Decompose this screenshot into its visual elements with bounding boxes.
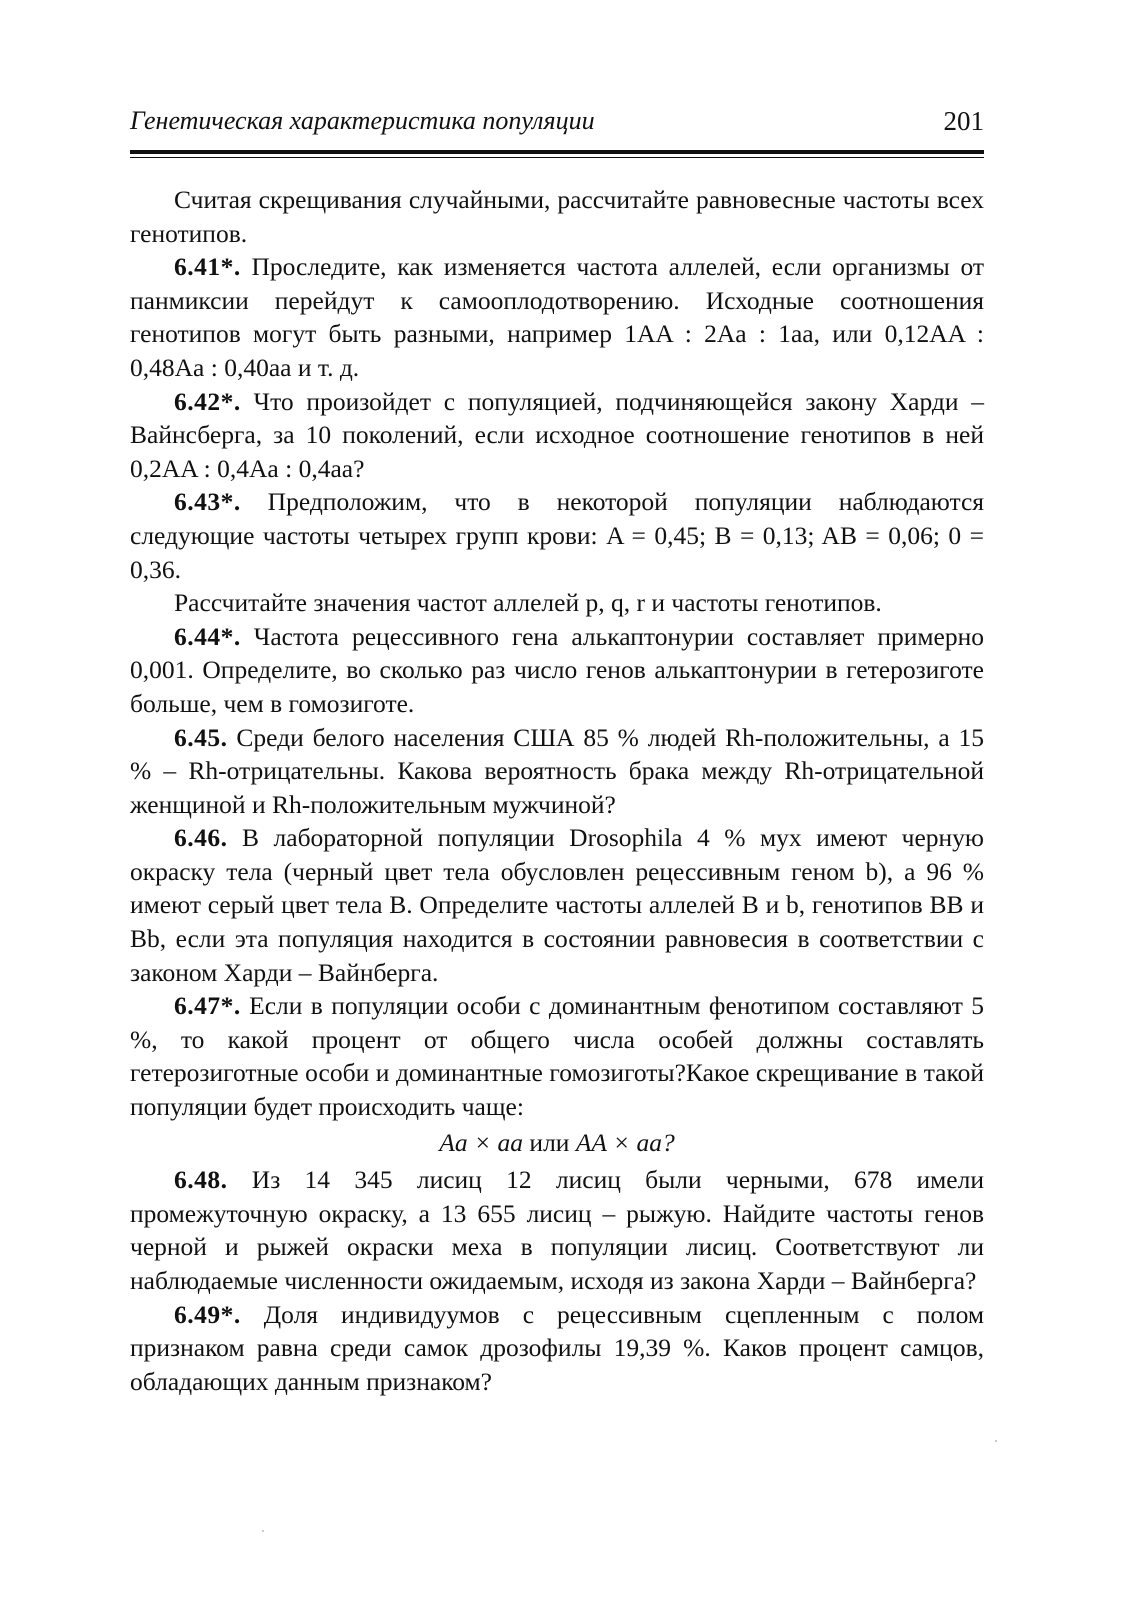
problem-number: 6.48. xyxy=(174,1165,228,1195)
paragraph-intro xyxy=(130,183,984,250)
problem-number: 6.42*. xyxy=(174,386,241,416)
problem-number: 6.43*. xyxy=(174,487,241,517)
paragraph-text: Рассчитайте значения частот аллелей p, q, r и частоты генотипов. xyxy=(174,588,882,618)
problem-6-42 xyxy=(130,385,984,486)
problem-6-47 xyxy=(130,989,984,1123)
cross-right: AA × aa? xyxy=(575,1127,675,1157)
problem-6-49 xyxy=(130,1298,984,1399)
running-head xyxy=(130,104,984,144)
header-rule-thick xyxy=(130,150,984,154)
problem-text: Если в популяции особи с доминантным фенотипом составляют 5 %, то какой процент от общего числа особей должны составлять гетерозиготные особи и доминантные гомозиготы?Какое скрещивание в такой популяции будет происходить чаще: xyxy=(130,991,984,1122)
problem-6-46 xyxy=(130,821,984,989)
problem-number: 6.45. xyxy=(174,722,228,752)
problem-number: 6.46. xyxy=(174,823,228,853)
problem-text: Что произойдет с популяцией, подчиняющейся закону Харди – Вайнсберга, за 10 поколений, если исходное соотношение генотипов в ней 0,2AA : 0,4Aa : 0,4aa? xyxy=(130,386,985,483)
problem-6-43 xyxy=(130,485,984,586)
problem-text: Проследите, как изменяется частота аллелей, если организмы от панмиксии перейдут к самооплодотворению. Исходные соотношения генотипов могут быть разными, например 1AA : 2Aa : 1aa, или 0,12AA : 0,48Aa : 0,40aa и т. д. xyxy=(130,252,985,382)
page-number: 201 xyxy=(943,106,984,136)
problem-text: В лабораторной популяции Drosophila 4 % мух имеют черную окраску тела (черный цвет тела обусловлен рецессивным геном b), а 96 % имеют серый цвет тела B. Определите частоты аллелей B и b, генотипов BB и Bb, если эта популяция находится в состоянии равновесия в соответствии с законом Харди – Вайнберга. xyxy=(130,823,984,987)
cross-left: Aa × aa xyxy=(439,1127,524,1157)
running-title: Генетическая характеристика популяции xyxy=(130,106,595,135)
problem-6-43-task xyxy=(130,586,984,620)
problem-6-48 xyxy=(130,1163,984,1297)
cross-formula xyxy=(130,1126,984,1160)
header-rule-thin xyxy=(130,157,984,158)
problem-number: 6.44*. xyxy=(174,621,241,651)
scan-speck xyxy=(995,1440,997,1442)
paragraph-text: Считая скрещивания случайными, рассчитайте равновесные частоты всех генотипов. xyxy=(130,185,984,248)
problem-number: 6.49*. xyxy=(174,1299,241,1329)
cross-connector: или xyxy=(529,1127,570,1157)
scan-speck xyxy=(262,1530,264,1532)
problem-text: Из 14 345 лисиц 12 лисиц были черными, 678 имели промежуточную окраску, а 13 655 лисиц – рыжую. Найдите частоты генов черной и рыжей окраски меха в популяции лисиц. Соответствуют ли наблюдаемые численности ожидаемым, исходя из закона Харди – Вайнберга? xyxy=(130,1165,984,1295)
problem-text: Доля индивидуумов с рецессивным сцепленным с полом признаком равна среди самок дрозофилы 19,39 %. Каков процент самцов, обладающих данным признаком? xyxy=(130,1299,984,1396)
problem-number: 6.47*. xyxy=(174,991,241,1021)
problem-6-44 xyxy=(130,620,984,721)
body-text xyxy=(130,183,984,1398)
problem-text: Частота рецессивного гена алькаптонурии составляет примерно 0,001. Определите, во сколько раз число генов алькаптонурии в гетерозиготе больше, чем в гомозиготе. xyxy=(130,621,984,718)
problem-6-45 xyxy=(130,721,984,822)
problem-number: 6.41*. xyxy=(174,252,241,282)
problem-text: Среди белого населения США 85 % людей Rh-положительны, а 15 % – Rh-отрицательны. Какова вероятность брака между Rh-отрицательной женщиной и Rh-положительным мужчиной? xyxy=(130,722,985,819)
problem-6-41 xyxy=(130,250,984,384)
problem-text: Предположим, что в некоторой популяции наблюдаются следующие частоты четырех групп крови: A = 0,45; B = 0,13; AB = 0,06; 0 = 0,36. xyxy=(130,487,984,584)
